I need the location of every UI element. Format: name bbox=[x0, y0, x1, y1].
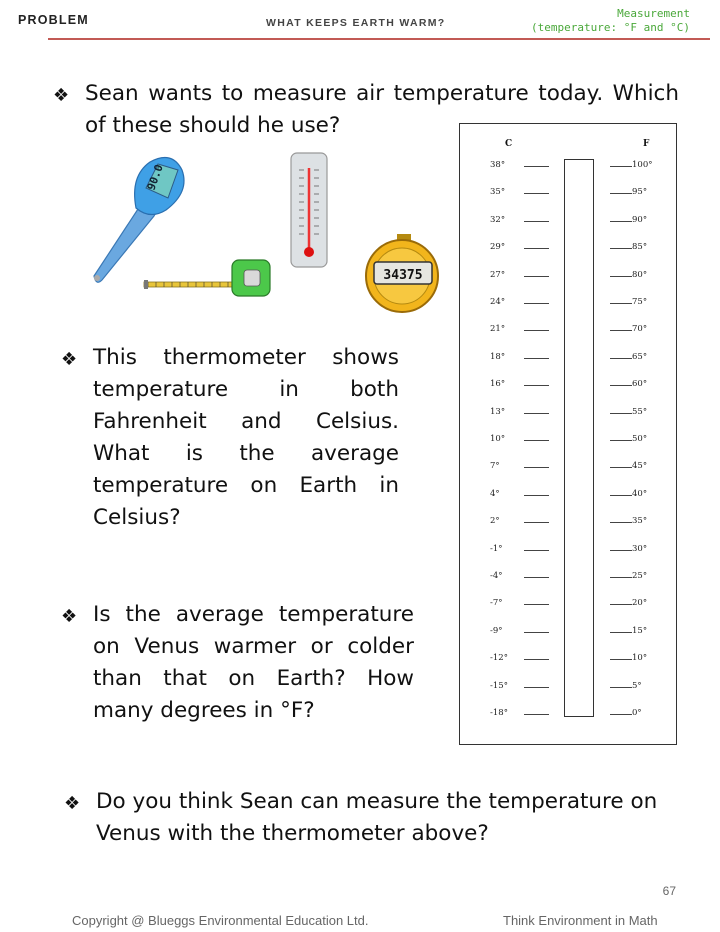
fahrenheit-label: 50° bbox=[632, 434, 648, 444]
fahrenheit-label: 10° bbox=[632, 653, 648, 663]
celsius-tick bbox=[524, 193, 549, 194]
bullet-icon: ❖ bbox=[64, 793, 81, 814]
topic-line-1: Measurement bbox=[617, 7, 690, 20]
fahrenheit-label: 5° bbox=[632, 681, 642, 691]
celsius-tick bbox=[524, 276, 549, 277]
fahrenheit-tick bbox=[610, 358, 632, 359]
question-2-text: This thermometer shows temperature in both Fahrenheit and Celsius. What is the average temperature on Earth in Celsius? bbox=[93, 345, 399, 530]
celsius-label: 32° bbox=[490, 215, 506, 225]
fahrenheit-tick bbox=[610, 221, 632, 222]
fahrenheit-tick bbox=[610, 166, 632, 167]
glass-thermometer-icon bbox=[291, 153, 327, 267]
celsius-heading: C bbox=[505, 139, 513, 149]
celsius-label: -15° bbox=[490, 681, 508, 691]
celsius-label: -7° bbox=[490, 598, 503, 608]
topic-label bbox=[531, 7, 690, 35]
fahrenheit-label: 55° bbox=[632, 407, 648, 417]
celsius-tick bbox=[524, 413, 549, 414]
stopwatch-icon bbox=[366, 234, 438, 312]
fahrenheit-tick bbox=[610, 714, 632, 715]
celsius-label: 13° bbox=[490, 407, 506, 417]
celsius-tick bbox=[524, 495, 549, 496]
celsius-label: 4° bbox=[490, 489, 500, 499]
fahrenheit-tick bbox=[610, 632, 632, 633]
question-1-text: Sean wants to measure air temperature today. Which of these should he use? bbox=[85, 81, 679, 138]
series-name: Think Environment in Math bbox=[503, 913, 658, 928]
fahrenheit-tick bbox=[610, 495, 632, 496]
fahrenheit-label: 40° bbox=[632, 489, 648, 499]
question-4-text: Do you think Sean can measure the temperature on Venus with the thermometer above? bbox=[96, 789, 658, 846]
copyright-text: Copyright @ Blueggs Environmental Education Ltd. bbox=[72, 913, 369, 928]
celsius-tick bbox=[524, 221, 549, 222]
header-divider bbox=[48, 38, 710, 40]
page-title: WHAT KEEPS EARTH WARM? bbox=[266, 17, 446, 29]
topic-line-2: (temperature: °F and °C) bbox=[531, 21, 690, 34]
fahrenheit-tick bbox=[610, 550, 632, 551]
celsius-tick bbox=[524, 166, 549, 167]
fahrenheit-tick bbox=[610, 467, 632, 468]
celsius-tick bbox=[524, 550, 549, 551]
fahrenheit-label: 80° bbox=[632, 270, 648, 280]
celsius-tick bbox=[524, 440, 549, 441]
fahrenheit-label: 30° bbox=[632, 544, 648, 554]
fahrenheit-label: 35° bbox=[632, 516, 648, 526]
celsius-label: 29° bbox=[490, 242, 506, 252]
fahrenheit-label: 60° bbox=[632, 379, 648, 389]
celsius-label: 27° bbox=[490, 270, 506, 280]
celsius-label: -4° bbox=[490, 571, 503, 581]
stopwatch-reading: 34375 bbox=[383, 268, 423, 283]
fahrenheit-tick bbox=[610, 687, 632, 688]
celsius-label: -12° bbox=[490, 653, 508, 663]
fahrenheit-tick bbox=[610, 659, 632, 660]
digital-thermometer-icon bbox=[94, 158, 184, 283]
celsius-label: -1° bbox=[490, 544, 503, 554]
fahrenheit-tick bbox=[610, 193, 632, 194]
celsius-tick bbox=[524, 248, 549, 249]
celsius-label: 7° bbox=[490, 461, 500, 471]
fahrenheit-label: 75° bbox=[632, 297, 648, 307]
fahrenheit-tick bbox=[610, 385, 632, 386]
fahrenheit-tick bbox=[610, 577, 632, 578]
fahrenheit-label: 15° bbox=[632, 626, 648, 636]
celsius-tick bbox=[524, 303, 549, 304]
fahrenheit-label: 45° bbox=[632, 461, 648, 471]
fahrenheit-label: 85° bbox=[632, 242, 648, 252]
celsius-label: 21° bbox=[490, 324, 506, 334]
celsius-tick bbox=[524, 714, 549, 715]
fahrenheit-tick bbox=[610, 604, 632, 605]
fahrenheit-tick bbox=[610, 522, 632, 523]
celsius-tick bbox=[524, 358, 549, 359]
thermometer-tube bbox=[564, 159, 594, 717]
fahrenheit-label: 90° bbox=[632, 215, 648, 225]
celsius-tick bbox=[524, 330, 549, 331]
tape-measure-icon bbox=[144, 260, 270, 296]
celsius-label: -18° bbox=[490, 708, 508, 718]
fahrenheit-tick bbox=[610, 303, 632, 304]
celsius-label: -9° bbox=[490, 626, 503, 636]
fahrenheit-label: 0° bbox=[632, 708, 642, 718]
celsius-tick bbox=[524, 385, 549, 386]
bullet-icon: ❖ bbox=[61, 349, 78, 370]
fahrenheit-tick bbox=[610, 330, 632, 331]
page-number: 67 bbox=[662, 884, 676, 898]
fahrenheit-tick bbox=[610, 276, 632, 277]
fahrenheit-label: 70° bbox=[632, 324, 648, 334]
bullet-icon: ❖ bbox=[61, 606, 78, 627]
fahrenheit-tick bbox=[610, 440, 632, 441]
celsius-label: 10° bbox=[490, 434, 506, 444]
digital-thermometer-reading: 90.0 bbox=[144, 162, 166, 193]
celsius-label: 24° bbox=[490, 297, 506, 307]
fahrenheit-label: 20° bbox=[632, 598, 648, 608]
fahrenheit-label: 100° bbox=[632, 160, 653, 170]
celsius-label: 2° bbox=[490, 516, 500, 526]
fahrenheit-label: 65° bbox=[632, 352, 648, 362]
celsius-label: 18° bbox=[490, 352, 506, 362]
question-3 bbox=[61, 599, 414, 727]
fahrenheit-label: 25° bbox=[632, 571, 648, 581]
question-2 bbox=[61, 342, 399, 534]
fahrenheit-heading: F bbox=[643, 139, 650, 149]
celsius-tick bbox=[524, 522, 549, 523]
celsius-tick bbox=[524, 467, 549, 468]
celsius-label: 38° bbox=[490, 160, 506, 170]
celsius-label: 16° bbox=[490, 379, 506, 389]
section-label: PROBLEM bbox=[18, 13, 89, 27]
tools-illustration bbox=[88, 148, 448, 320]
celsius-tick bbox=[524, 687, 549, 688]
fahrenheit-tick bbox=[610, 413, 632, 414]
celsius-tick bbox=[524, 659, 549, 660]
fahrenheit-tick bbox=[610, 248, 632, 249]
celsius-label: 35° bbox=[490, 187, 506, 197]
celsius-tick bbox=[524, 632, 549, 633]
celsius-tick bbox=[524, 577, 549, 578]
question-3-text: Is the average temperature on Venus warmer or colder than that on Earth? How many degrees in °F? bbox=[93, 602, 414, 723]
bullet-icon: ❖ bbox=[53, 85, 70, 106]
question-4 bbox=[64, 786, 686, 850]
celsius-tick bbox=[524, 604, 549, 605]
fahrenheit-label: 95° bbox=[632, 187, 648, 197]
